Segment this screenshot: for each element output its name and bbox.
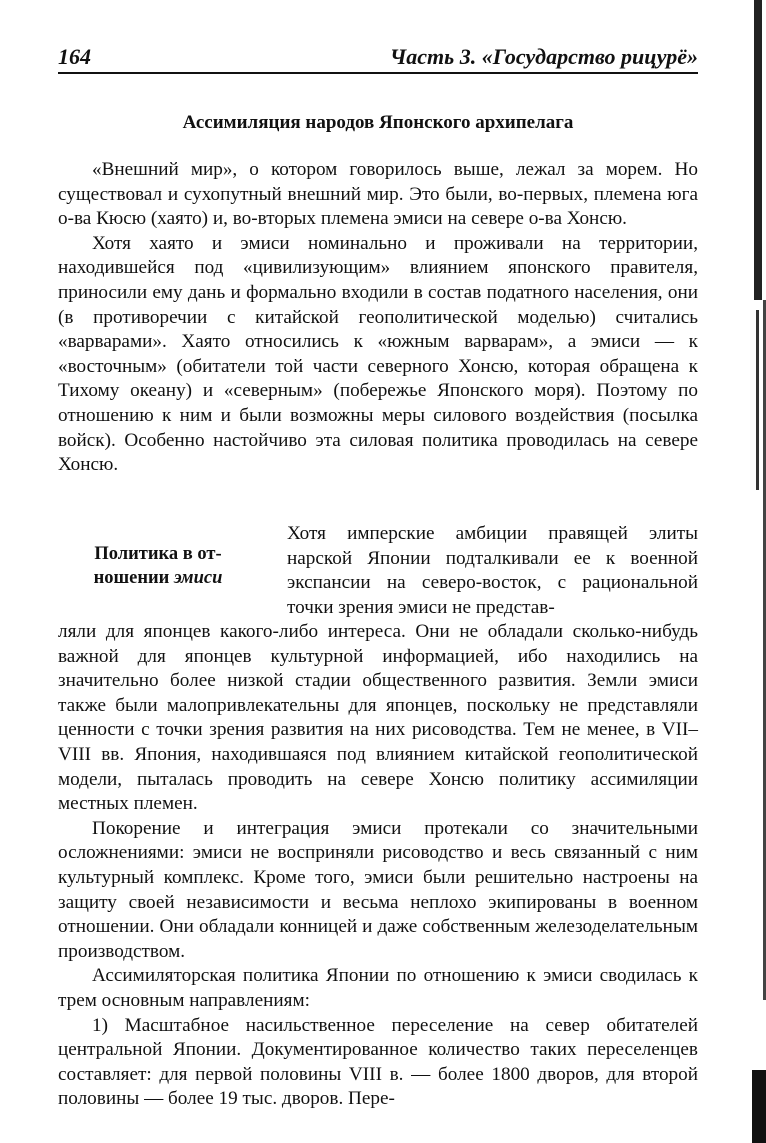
section-title: Ассимиляция народов Японского архипелага [182,112,574,133]
scan-edge-segment [752,1070,766,1143]
running-title: Часть 3. «Государство рицурё» [389,44,698,69]
paragraph: Ассимиляторская политика Японии по отношению к эмиси сводилась к трем основным направлениям: [58,965,698,1011]
scan-artifact-line [756,310,759,490]
wrapped-paragraph: Хотя имперские амбиции правящей элиты нарской Японии подталкивали ее к военной экспансии на северо-восток, с рациональной точки зрения эмиси не представ- [287,523,698,618]
scan-edge-shadow [752,0,766,1143]
paragraph: «Внешний мир», о котором говорилось выше, лежал за морем. Но существовал и сухопутный внешний мир. Это были, во-первых, племена юга о-ва Кюсю (хаято) и, во-вторых племена эмиси на севере о-ва Хонсю. [58,159,698,230]
paragraph: 1) Масштабное насильственное переселение на север обитателей центральной Японии. Документированное количество таких переселенцев составляет: для первой половины VIII в. — более 1800 дворов, для второй половины — более 19 тыс. дворов. Пере- [58,1014,698,1110]
margin-heading [58,542,258,590]
running-head [58,42,698,74]
margin-heading-emphasis: эмиси [173,568,223,588]
page-number: 164 [58,44,91,69]
scan-edge-segment [754,0,762,300]
margin-heading-line [58,566,258,590]
body-text-top [58,158,698,478]
margin-heading-line: Политика в от- [94,544,222,564]
margin-heading-text: ношении [93,568,170,588]
paragraph: Покорение и интеграция эмиси протекали со значительными осложнениями: эмиси не восприняли рисоводство и весь связанный с ним культурный комплекс. Кроме того, эмиси были решительно настроены на защиту своей независимости и весьма неплохо экипированы в военном отношении. Они обладали конницей и даже собственным железоделательным производством. [58,817,698,962]
paragraph: Хотя хаято и эмиси номинально и проживали на территории, находившейся под «цивилизующим» влиянием японского правителя, приносили ему дань и формально входили в состав податного населения, они (в противоречии с китайской геополитической моделью) считались «варварами». Хаято относились к «южным варварам», а эмиси — к «восточным» (обитатели той части северного Хонсю, которая обращена к Тихому океану) и «северным» (побережье Японского моря). Поэтому по отношению к ним и были возможны меры силового воздействия (посылка войск). Особенно настойчиво эта силовая политика проводилась на севере Хонсю. [58,232,698,476]
paragraph: ляли для японцев какого-либо интереса. Они не обладали сколько-нибудь важной для японцев культурной информацией, ибо находились на значительно более низкой стадии общественного развития. Земли эмиси также были малопривлекательны для японцев, поскольку не представляли ценности с точки зрения развития на них рисоводства. Тем не менее, в VII–VIII вв. Япония, находившаяся под влиянием китайской геополитической модели, пыталась проводить на севере Хонсю политику ассимиляции местных племен. [58,621,698,815]
body-text-bottom [58,620,698,1112]
